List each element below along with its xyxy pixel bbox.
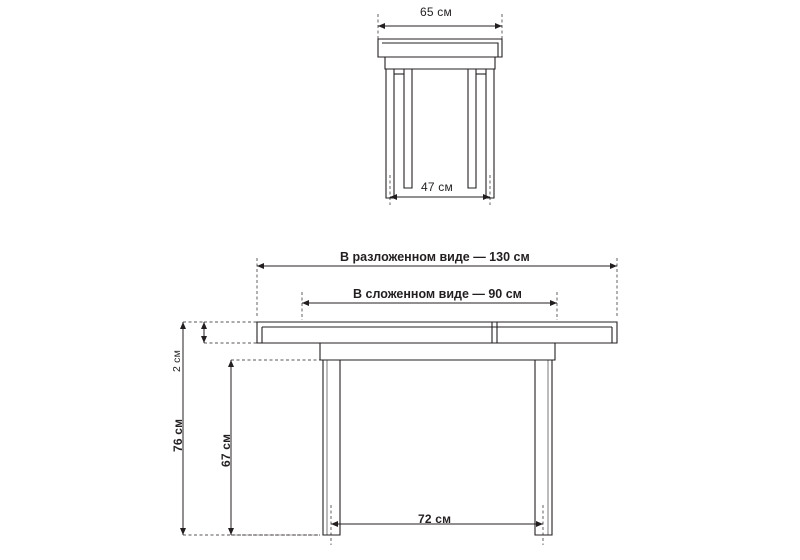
dim-top-thickness <box>201 322 262 343</box>
label-top-thickness: 2 см <box>171 349 183 372</box>
label-expanded-width: В разложенном виде — 130 см <box>340 250 530 264</box>
dim-leg-height <box>228 360 320 535</box>
label-folded-width: В сложенном виде — 90 см <box>353 287 522 301</box>
label-base-width: 72 см <box>418 512 452 526</box>
side-view-table <box>378 39 502 198</box>
label-side-top-width: 65 см <box>420 5 452 19</box>
front-view-table <box>257 322 617 535</box>
dim-total-height <box>180 322 320 535</box>
label-side-bottom-width: 47 см <box>421 180 453 194</box>
label-leg-height: 67 см <box>219 433 233 467</box>
label-total-height: 76 см <box>171 418 185 452</box>
